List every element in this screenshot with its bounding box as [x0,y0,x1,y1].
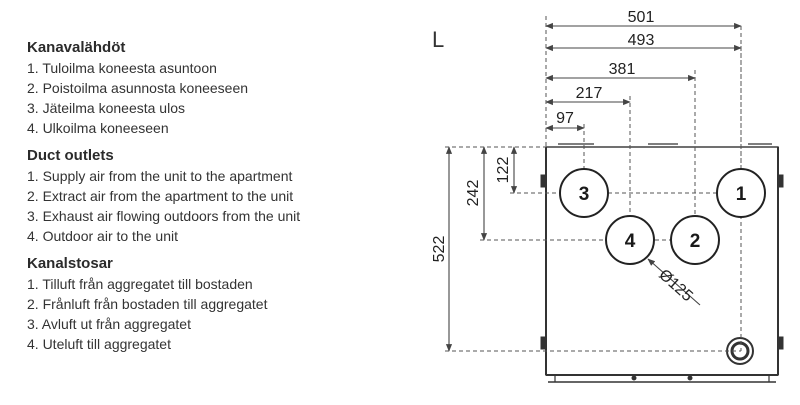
section-title: Kanavalähdöt [27,39,126,56]
dimension-width-duct4: 217 [575,85,603,102]
legend-item: 1. Tilluft från aggregatet till bostaden [27,276,253,292]
outlet-number: 1 [735,184,747,205]
dimension-width-duct1: 493 [627,32,655,49]
diameter-leader [648,259,700,305]
legend-item: 4. Uteluft till aggregatet [27,336,171,352]
legend-item: 3. Exhaust air flowing outdoors from the unit [27,208,301,224]
section-title: Kanalstosar [27,255,113,272]
section-title: Duct outlets [27,147,114,164]
legend-section-english [27,146,397,246]
legend-item: 4. Outdoor air to the unit [27,228,178,244]
legend-item: 3. Avluft ut från aggregatet [27,316,191,332]
dimension-height-upper: 122 [495,156,512,184]
variant-label: L [432,27,445,52]
outlet-1 [717,169,765,217]
outlet-number: 2 [689,231,701,252]
legend-item: 2. Frånluft från bostaden till aggregatet [27,296,268,312]
diameter-label: Ø125 [655,266,696,306]
legend-item: 1. Supply air from the unit to the apartment [27,168,293,184]
legend-item: 2. Poistoilma asunnosta koneeseen [27,80,249,96]
dimension-height-total: 522 [431,235,448,263]
dimension-width-duct2: 381 [608,61,636,78]
outlet-4 [606,216,654,264]
legend-section-swedish [27,254,397,354]
dimension-height-lower: 242 [465,179,482,207]
legend-item: 4. Ulkoilma koneeseen [27,120,169,136]
duct-dimension-drawing [400,0,800,405]
dimension-width-outer: 501 [627,9,655,26]
legend-item: 3. Jäteilma koneesta ulos [27,100,185,116]
outlet-number: 3 [578,184,590,205]
legend [27,38,397,362]
legend-item: 1. Tuloilma koneesta asuntoon [27,60,217,76]
dimension-width-duct3: 97 [556,110,574,127]
outlet-2 [671,216,719,264]
outlet-3 [560,169,608,217]
legend-section-finnish [27,38,397,138]
duct-outlets [560,169,765,264]
legend-item: 2. Extract air from the apartment to the unit [27,188,294,204]
outlet-number: 4 [624,231,636,252]
